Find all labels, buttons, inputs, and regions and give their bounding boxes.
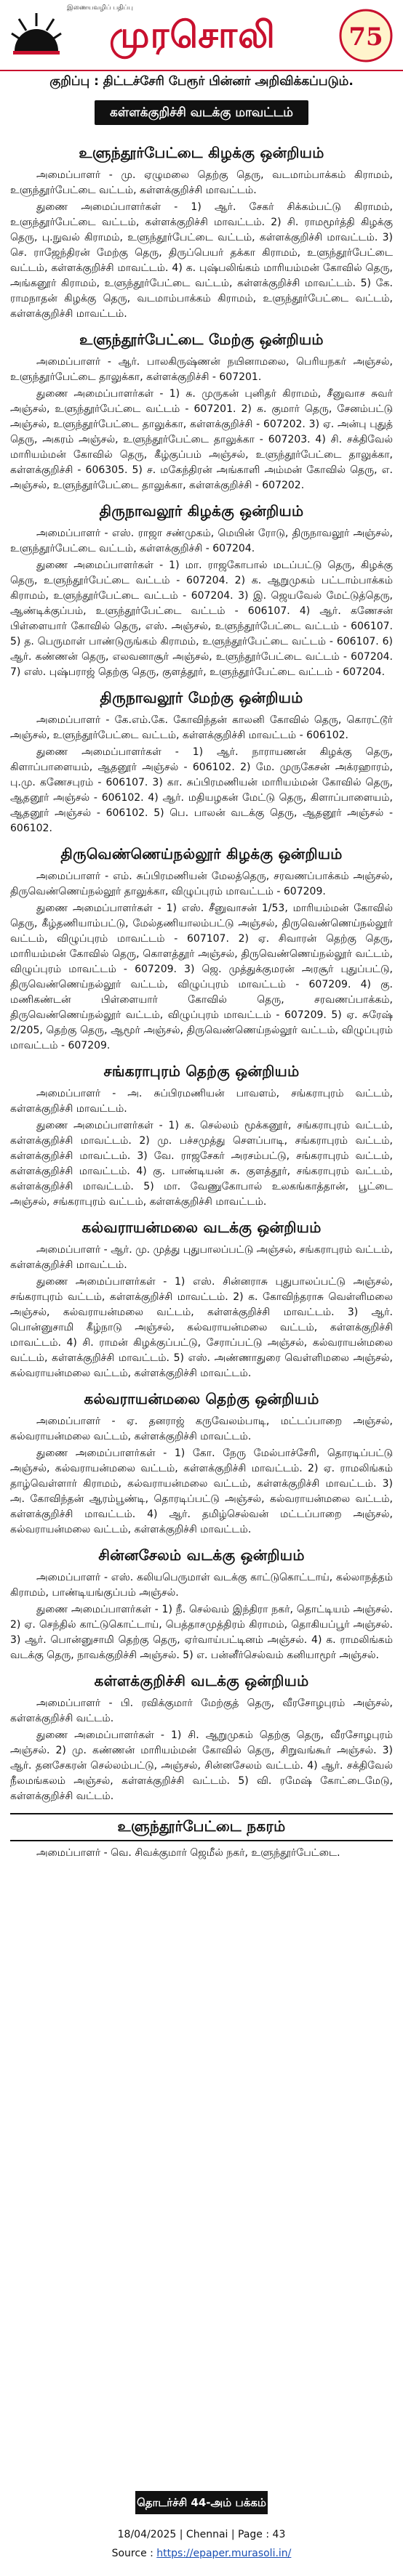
section-title: உளுந்தூர்பேட்டை மேற்கு ஒன்றியம் [79,331,324,348]
anniversary-badge-icon [336,7,396,64]
continued-on-label: தொடர்ச்சி 44-அம் பக்கம் [135,2491,268,2514]
deputy-organisers-paragraph: துணை அமைப்பாளர்கள் - 1) க. செல்லம் மூக்கனூர், சங்கராபுரம் வட்டம், கள்ளக்குறிச்சி மாவட்டம். 2) மு. பச்சமுத்து சௌப்பாடி, சங்கராபுரம் வட்டம், கள்ளக்குறிச்சி மாவட்டம். 3) வே. ராஜசேகர் அரசம்பட்டு, சங்கராபுரம் வட்டம், கள்ளக்குறிச்சி மாவட்டம். 4) கு. பாண்டியன் சு. குளத்தூர், சங்கராபுரம் வட்டம், கள்ளக்குறிச்சி மாவட்டம். 5) மா. வேணுகோபால் உலகங்காத்தான், பூட்டை அஞ்சல், சங்கராபுரம் வட்டம், கள்ளக்குறிச்சி மாவட்டம். [10,1120,393,1208]
deputy-organisers-paragraph: துணை அமைப்பாளர்கள் - 1) கோ. நேரு மேல்பாச்சேரி, தொரடிப்பட்டு அஞ்சல், கல்வராயன்மலை வட்டம், கள்ளக்குறிச்சி மாவட்டம். 2) ஏ. ராமலிங்கம் தாழ்வெள்ளார் கிராமம், கல்வராயன்மலை வட்டம், கள்ளக்குறிச்சி மாவட்டம். 3) அ. கோவிந்தன் ஆரம்பூண்டி, தொரடிப்பட்டு அஞ்சல், கல்வராயன்மலை வட்டம், கள்ளக்குறிச்சி மாவட்டம். 4) ஆர். தமிழ்செல்வன் மட்டப்பாறை அஞ்சல், கல்வராயன்மலை வட்டம், கள்ளக்குறிச்சி மாவட்டம். [10,1448,393,1535]
organiser-paragraph: அமைப்பாளர் - ஏ. தனராஜ் கருவேலம்பாடி, மட்டப்பாறை அஞ்சல், கல்வராயன்மலை வட்டம், கள்ளக்குறிச்சி மாவட்டம். [10,1416,393,1442]
badge-number: 75 [348,23,383,52]
deputy-organisers-paragraph: துணை அமைப்பாளர்கள் - 1) சு. முருகன் புனிதர் கிராமம், சீனுவாச சுவர் அஞ்சல், உளுந்தூர்பேட்டை வட்டம் - 607201. 2) க. குமார் தெரு, சேனம்பட்டு அஞ்சல், உளுந்தூர்பேட்டை தாலுக்கா, கள்ளக்குறிச்சி - 607202. 3) ஏ. அன்பு புதுத் தெரு, அகரம் அஞ்சல், உளுந்தூர்பேட்டை தாலுக்கா - 607203. 4) சி. சக்திவேல் மாரியம்மன் கோவில் தெரு, கீழ்குப்பம் அஞ்சல், உளுந்தூர்பேட்டை தாலுக்கா, கள்ளக்குறிச்சி - 606305. 5) ச. மகேந்திரன் அங்காளி அம்மன் கோவில் தெரு, எ. அஞ்சல், உளுந்தூர்பேட்டை தாலுக்கா, கள்ளக்குறிச்சி - 607202. [10,388,393,491]
deputy-organisers-paragraph: துணை அமைப்பாளர்கள் - 1) ஆர். நாராயணன் கிழக்கு தெரு, கிளாப்பாளையம், ஆதனூர் அஞ்சல் - 606102. 2) மே. முருகேசன் அக்ரஹாரம், பு.மு. கணேசபுரம் - 606107. 3) கா. சுப்பிரமணியன் மாரியம்மன் கோவில் தெரு, ஆதனூர் அஞ்சல் - 606102. 4) ஆர். மதியழகன் மேட்டு தெரு, கிளாப்பாளையம், ஆதனூர் அஞ்சல் - 606102. 5) பெ. பாலன் வடக்கு தெரு, ஆதனூர் அஞ்சல் - 606102. [10,746,393,834]
organiser-paragraph: அமைப்பாளர் - ஆர். பாலகிருஷ்ணன் நயினாமலை, பெரியநகர் அஞ்சல், உளுந்தூர்பேட்டை தாலுக்கா, கள்ளக்குறிச்சி - 607201. [10,356,393,383]
organiser-paragraph: அமைப்பாளர் - வெ. சிவக்குமார் ஜெமீல் நகர், உளுந்தூர்பேட்டை. [36,1847,340,1859]
masthead [0,0,403,73]
footer-source [0,2548,403,2559]
deputy-organisers-paragraph: துணை அமைப்பாளர்கள் - 1) மா. ராஜகோபால் மடப்பட்டு தெரு, கிழக்கு தெரு, உளுந்தூர்பேட்டை வட்டம் - 607204. 2) க. ஆறுமுகம் பட்டாம்பாக்கம் கிராமம், உளுந்தூர்பேட்டை வட்டம் - 607204. 3) இ. ஜெயவேல் மேட்டுத்தெரு, ஆண்டிக்குப்பம், உளுந்தூர்பேட்டை வட்டம் - 606107. 4) ஆர். கணேசன் பிள்ளையார் கோவில் தெரு, எஸ். அஞ்சல், உளுந்தூர்பேட்டை வட்டம் - 606107. 5) த. பெருமாள் பாண்டுருங்கம் கிராமம், உளுந்தூர்பேட்டை வட்டம் - 606107. 6) ஆர். கண்ணன் தெரு, எலவனாசூர் அஞ்சல், உளுந்தூர்பேட்டை வட்டம் - 607204. 7) எஸ். புஷ்பராஜ் தெற்கு தெரு, குளத்தூர், உளுந்தூர்பேட்டை வட்டம் - 607204. [10,560,393,678]
section-title: சின்னசேலம் வடக்கு ஒன்றியம் [98,1546,305,1564]
section-title: கல்வராயன்மலை வடக்கு ஒன்றியம் [81,1219,322,1236]
organiser-paragraph: அமைப்பாளர் - ஆர். மு. முத்து புதுபாலப்பட்டு அஞ்சல், சங்கராபுரம் வட்டம், கள்ளக்குறிச்சி மாவட்டம். [10,1244,393,1271]
organiser-paragraph: அமைப்பாளர் - எம். சுப்பிரமணியன் மேலத்தெரு, சரவணப்பாக்கம் அஞ்சல், திருவெண்ணெய்நல்லூர் தாலுக்கா, விழுப்புரம் மாவட்டம் - 607209. [10,871,393,897]
masthead-logo: முரசொலி [109,13,276,56]
masthead-tagline: இணையவழிப் பதிப்பு [67,4,133,12]
organiser-paragraph: அமைப்பாளர் - கே.எம்.கே. கோவிந்தன் காலனி கோவில் தெரு, கொரட்டூர் அஞ்சல், உளுந்தூர்பேட்டை வட்டம், கள்ளக்குறிச்சி மாவட்டம் - 606102. [10,714,393,741]
rising-sun-emblem-icon [10,10,63,57]
deputy-organisers-paragraph: துணை அமைப்பாளர்கள் - 1) சி. ஆறுமுகம் தெற்கு தெரு, வீரசோழபுரம் அஞ்சல். 2) மு. கண்ணன் மாரியம்மன் கோவில் தெரு, சிறுவங்கூர் அஞ்சல். 3) ஆர். தனசேகரன் செல்லம்பட்டு, அஞ்சல், சின்னசேலம் வட்டம். 4) ஆர். சக்திவேல் நீலமங்கலம் அஞ்சல், கள்ளக்குறிச்சி வட்டம். 5) வி. ரமேஷ் கோட்டைமேடு, கள்ளக்குறிச்சி வட்டம். [10,1729,393,1802]
section-title: சங்கராபுரம் தெற்கு ஒன்றியம் [103,1062,300,1080]
section-title: கல்வராயன்மலை தெற்கு ஒன்றியம் [84,1390,319,1408]
organiser-paragraph: அமைப்பாளர் - எஸ். ராஜா சண்முகம், மெயின் ரோடு, திருநாவலூர் அஞ்சல், உளுந்தூர்பேட்டை வட்டம், கள்ளக்குறிச்சி - 607204. [10,528,393,554]
footer-source-link[interactable]: https://epaper.murasoli.in/ [156,2548,292,2559]
footer-source-label: Source : [111,2548,157,2559]
section-title: கள்ளக்குறிச்சி வடக்கு ஒன்றியம் [94,1672,309,1689]
article-body [10,135,393,1862]
organiser-paragraph: அமைப்பாளர் - எஸ். கலியபெருமாள் வடக்கு காட்டுகொட்டாய், கல்லாநத்தம் கிராமம், பாண்டியங்குப்பம் அஞ்சல். [10,1572,393,1599]
section-title: உளுந்தூர்பேட்டை நகரம் [10,1813,393,1841]
deputy-organisers-paragraph: துணை அமைப்பாளர்கள் - 1) ஆர். சேகர் சிக்கம்பட்டு கிராமம், உளுந்தூர்பேட்டை வட்டம், கள்ளக்குறிச்சி மாவட்டம். 2) சி. ராமமூர்த்தி கிழக்கு தெரு, பு.நுவல் கிராமம், உளுந்தூர்பேட்டை வட்டம், கள்ளக்குறிச்சி மாவட்டம். 3) செ. ராஜேந்திரன் மேற்கு தெரு, திருப்பெயர் தக்கா கிராமம், உளுந்தூர்பேட்டை வட்டம், கள்ளக்குறிச்சி மாவட்டம். 4) க. புஷ்பலிங்கம் மாரியம்மன் கோவில் தெரு, அங்கனூர் கிராமம், உளுந்தூர்பேட்டை வட்டம், கள்ளக்குறிச்சி மாவட்டம். 5) கே. ராமநாதன் கிழக்கு தெரு, வடமாம்பாக்கம் கிராமம், உளுந்தூர்பேட்டை வட்டம், கள்ளக்குறிச்சி மாவட்டம். [10,201,393,320]
section-title: திருநாவலூர் மேற்கு ஒன்றியம் [100,689,303,706]
district-banner: கள்ளக்குறிச்சி வடக்கு மாவட்டம் [95,100,308,125]
organiser-paragraph: அமைப்பாளர் - பி. ரவிக்குமார் மேற்குத் தெரு, வீரசோழபுரம் அஞ்சல், கள்ளக்குறிச்சி வட்டம். [10,1697,393,1724]
organiser-paragraph: அமைப்பாளர் - அ. சுப்பிரமணியன் பாவளம், சங்கராபுரம் வட்டம், கள்ளக்குறிச்சி மாவட்டம். [10,1088,393,1115]
section-title: உளுந்தூர்பேட்டை கிழக்கு ஒன்றியம் [79,144,324,161]
organiser-paragraph: அமைப்பாளர் - மு. ஏழுமலை தெற்கு தெரு, வடமாம்பாக்கம் கிராமம், உளுந்தூர்பேட்டை வட்டம், கள்ளக்குறிச்சி மாவட்டம். [10,169,393,196]
section-title: திருவெண்ணெய்நல்லூர் கிழக்கு ஒன்றியம் [60,845,343,863]
section-title: திருநாவலூர் கிழக்கு ஒன்றியம் [99,502,304,520]
notice-line: குறிப்பு : திட்டச்சேரி பேரூர் பின்னர் அறிவிக்கப்படும். [49,74,354,89]
deputy-organisers-paragraph: துணை அமைப்பாளர்கள் - 1) நீ. செல்வம் இந்திரா நகர், தொட்டியம் அஞ்சல். 2) ஏ. செந்தில் காட்டுகொட்டாய், பெத்தாசமுத்திரம் கிராமம், தொகியப்பூர் அஞ்சல். 3) ஆர். பொன்னுசாமி தெற்கு தெரு, ஏர்வாய்பட்டினம் அஞ்சல். 4) க. ராமலிங்கம் வடக்கு தெரு, நாவக்குறிச்சி அஞ்சல். 5) எ. பன்னீர்செல்வம் கனியாமூர் அஞ்சல். [10,1604,393,1661]
deputy-organisers-paragraph: துணை அமைப்பாளர்கள் - 1) எஸ். சீனுவாசன் 1/53, மாரியம்மன் கோவில் தெரு, கீழ்தணியாம்பட்டு, மேல்தணியாலம்பட்டு அஞ்சல், திருவெண்ணெய்நல்லூர் வட்டம், விழுப்புரம் மாவட்டம் - 607107. 2) ஏ. சிவாரன் தெற்கு தெரு, மாரியம்மன் கோவில் தெரு, கொளத்தூர் அஞ்சல், திருவெண்ணெய்நல்லூர் வட்டம், விழுப்புரம் மாவட்டம் - 607209. 3) ஜெ. முத்துக்குமரன் அரசூர் புதுப்பட்டு, திருவெண்ணெய்நல்லூர் வட்டம், விழுப்புரம் மாவட்டம் - 607209. 4) கு. மணிகண்டன் பிள்ளையார் கோவில் தெரு, சரவணப்பாக்கம், திருவெண்ணெய்நல்லூர் வட்டம், விழுப்புரம் மாவட்டம் - 607209. 5) ஏ. சுரேஷ் 2/205, தெற்கு தெரு, ஆமூர் அஞ்சல், திருவெண்ணெய்நல்லூர் வட்டம், விழுப்புரம் மாவட்டம் - 607209. [10,903,393,1051]
masthead-rule [0,70,403,71]
footer-date: 18/04/2025 | Chennai | Page : 43 [117,2529,286,2540]
deputy-organisers-paragraph: துணை அமைப்பாளர்கள் - 1) எஸ். சின்னராசு புதுபாலப்பட்டு அஞ்சல், சங்கராபுரம் வட்டம், கள்ளக்குறிச்சி மாவட்டம். 2) க. கோவிந்தராசு வெள்ளிமலை அஞ்சல், கல்வராயன்மலை வட்டம், கள்ளக்குறிச்சி மாவட்டம். 3) ஆர். பொன்னுசாமி கீழ்நாடு அஞ்சல், கல்வராயன்மலை வட்டம், கள்ளக்குறிச்சி மாவட்டம். 4) சி. ராமன் கிழக்குப்பட்டு, சேராப்பட்டு அஞ்சல், கல்வராயன்மலை வட்டம், கள்ளக்குறிச்சி மாவட்டம். 5) எஸ். அண்ணாதுரை வெள்ளிமலை அஞ்சல், கல்வராயன்மலை வட்டம், கள்ளக்குறிச்சி மாவட்டம். [10,1276,393,1379]
